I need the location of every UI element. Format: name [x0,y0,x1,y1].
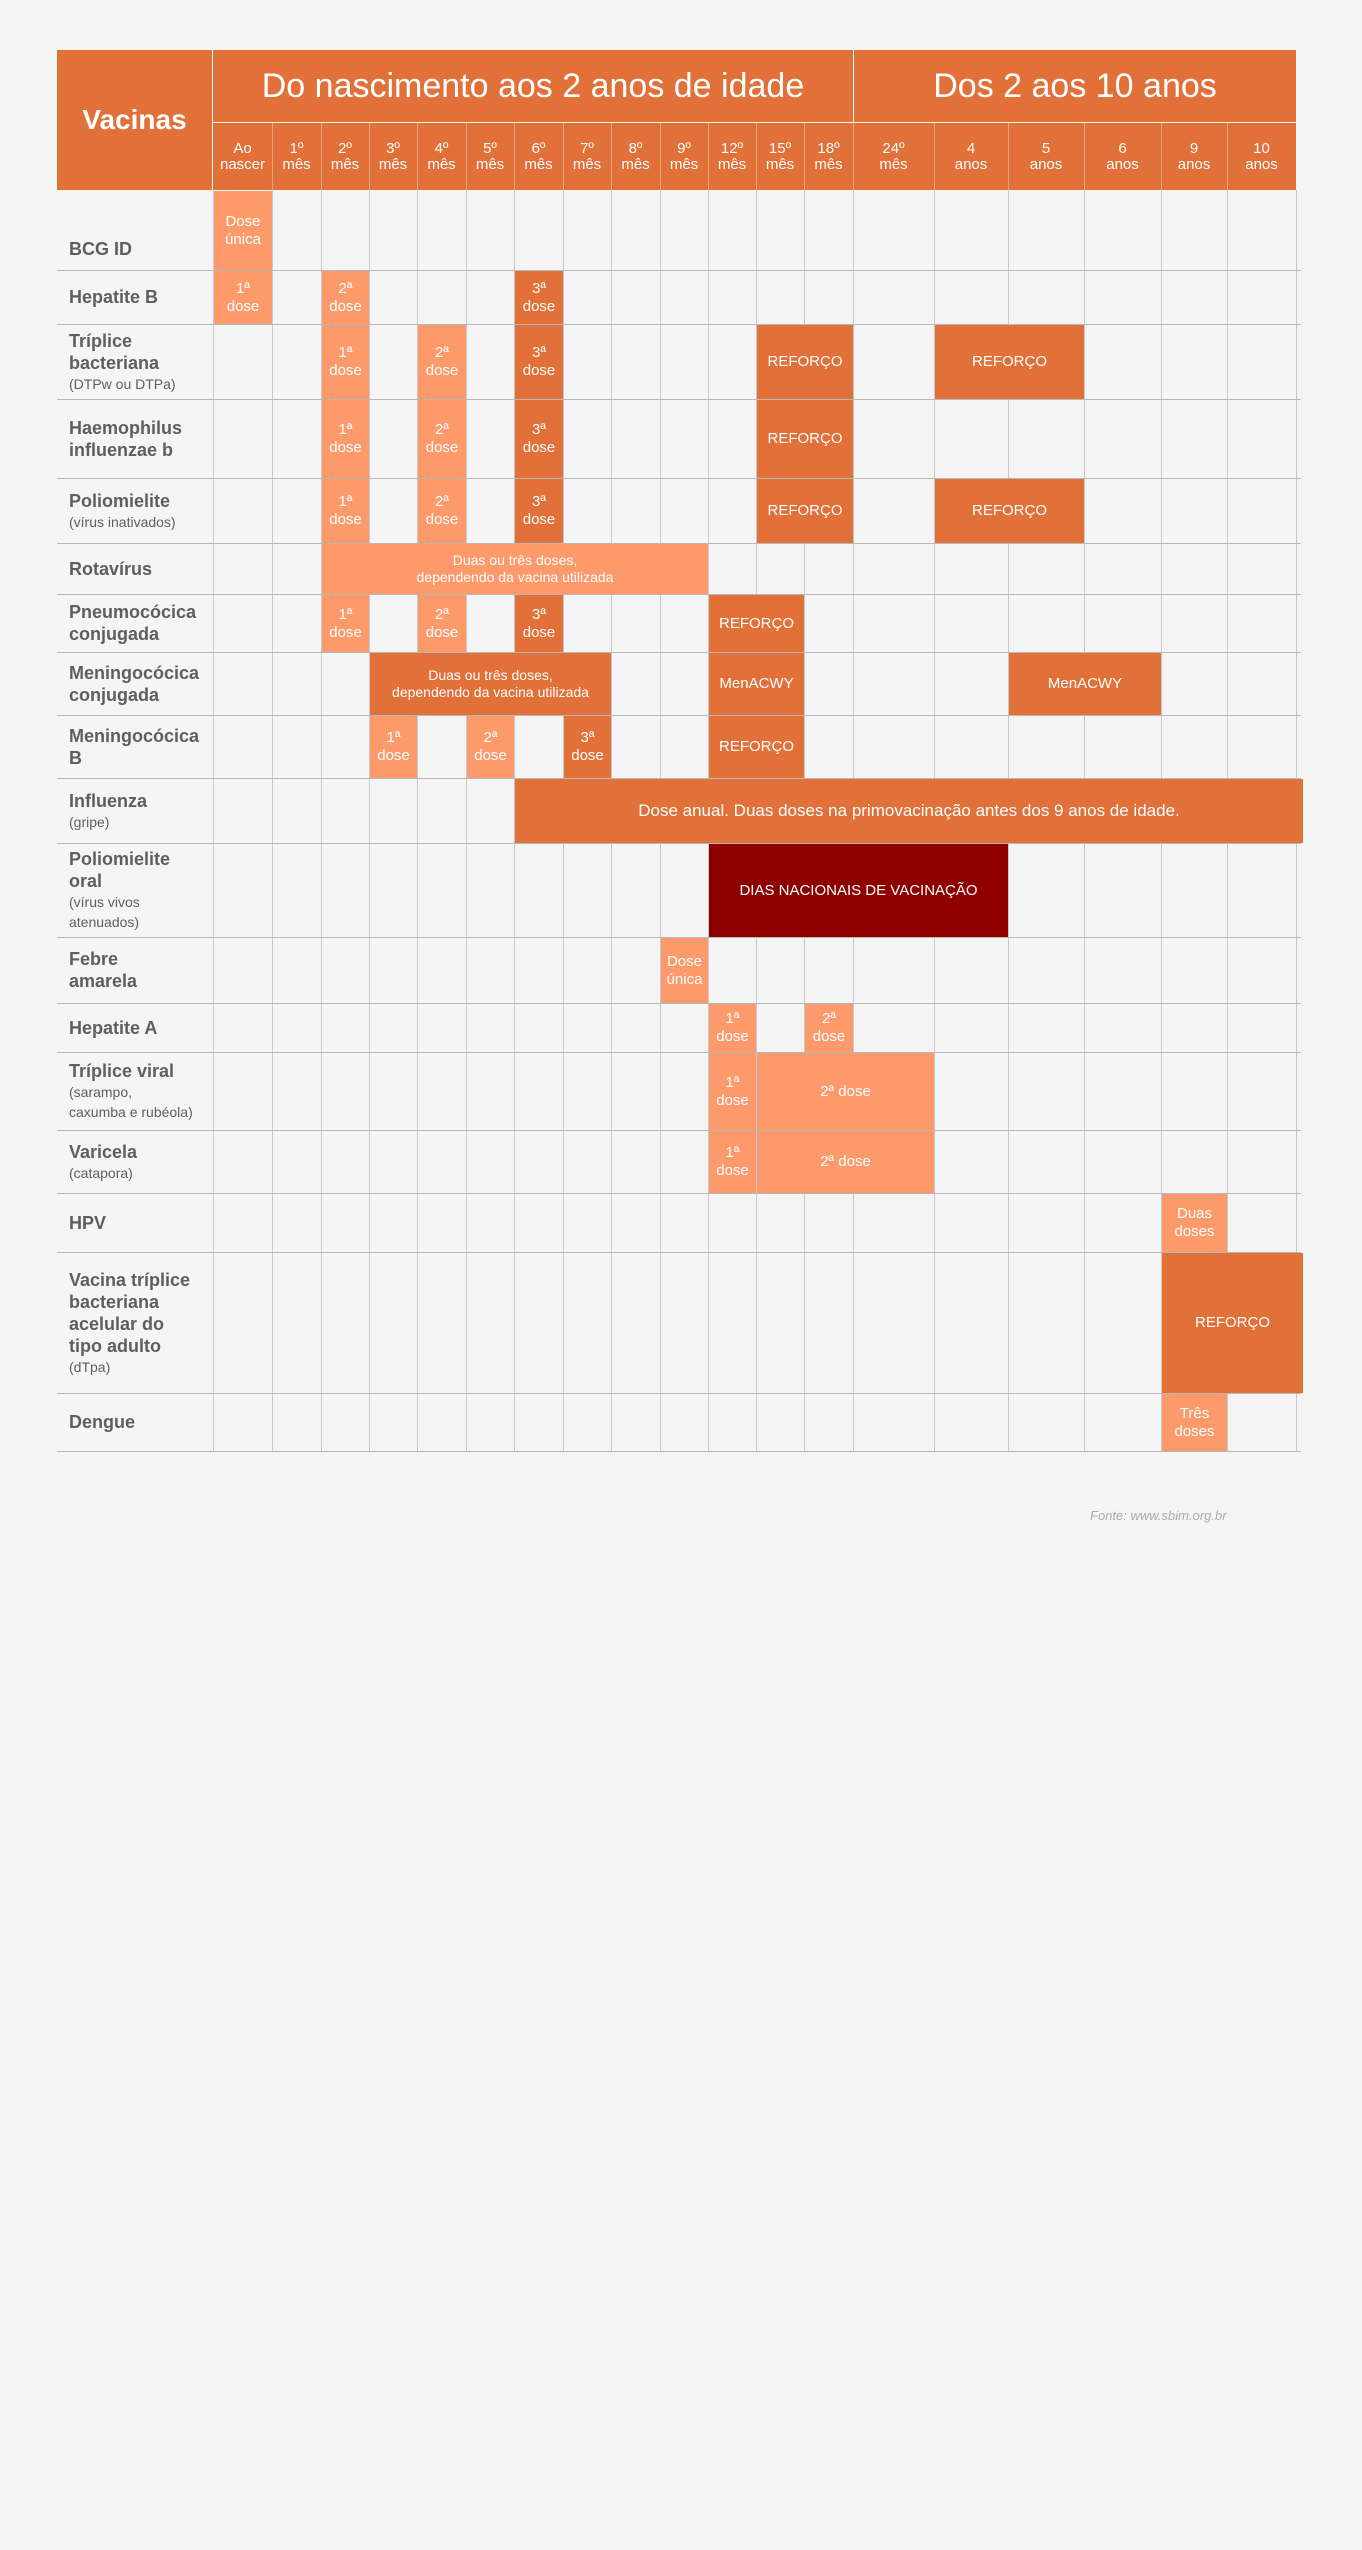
dose-cell: REFORÇO [757,479,853,543]
column-header: 8º mês [611,123,660,190]
dose-cell: 1ª dose [370,716,417,778]
vaccine-name: HPV [69,1212,107,1233]
dose-cell: 2ª dose [757,1053,934,1130]
column-header: 18º mês [804,123,853,190]
vaccine-name: Tríplice bacteriana [69,330,160,373]
vaccine-name: Rotavírus [69,558,153,579]
grid-line-horizontal [57,1451,1301,1452]
column-header: 4 anos [934,123,1008,190]
header-divider [1084,123,1085,190]
vaccine-label [69,543,219,594]
column-header: 9º mês [660,123,708,190]
dose-cell: Três doses [1162,1394,1227,1451]
vaccine-subtitle: (catapora) [69,1164,133,1181]
grid-line-horizontal [57,399,1301,400]
vaccine-name: Hepatite B [69,287,159,307]
dose-cell: Dose única [661,938,708,1003]
dose-cell: 1ª dose [709,1131,756,1193]
dose-cell: REFORÇO [709,716,804,778]
dose-cell: REFORÇO [709,595,804,652]
header-divider [853,123,854,190]
vaccine-label [69,937,219,1003]
header-divider [417,123,418,190]
dose-cell: 1ª dose [709,1053,756,1130]
grid-line-horizontal [57,1393,1301,1394]
dose-cell: REFORÇO [935,479,1084,543]
vaccine-subtitle: (dTpa) [69,1358,111,1375]
header-divider [708,123,709,190]
vaccine-subtitle: (gripe) [69,813,110,830]
vaccine-name: Tríplice viral [69,1061,175,1081]
dose-cell: 2ª dose [322,271,369,324]
column-header: 5º mês [466,123,514,190]
grid-line-horizontal [57,324,1301,325]
vaccine-label [69,190,219,270]
dose-cell: Dose anual. Duas doses na primovacinação antes dos 9 anos de idade. [515,779,1303,843]
column-header: 7º mês [563,123,611,190]
vaccine-name: Febre amarela [69,949,138,991]
dose-cell: 3ª dose [564,716,611,778]
vaccine-name: Poliomielite [69,490,171,511]
vaccines-header: Vacinas [57,50,212,190]
dose-cell: REFORÇO [1162,1253,1303,1393]
vaccine-subtitle: (vírus inativados) [69,513,176,530]
vaccine-label [69,715,219,778]
dose-cell: DIAS NACIONAIS DE VACINAÇÃO [709,844,1008,937]
dose-cell: 1ª dose [322,400,369,478]
vaccine-label [69,270,219,324]
dose-cell: 2ª dose [418,400,466,478]
dose-cell: 3ª dose [515,400,563,478]
dose-cell: 3ª dose [515,479,563,543]
column-header: 5 anos [1008,123,1084,190]
vaccine-label [69,324,219,399]
vaccine-label [69,1393,219,1451]
header-divider [466,123,467,190]
column-header: 9 anos [1161,123,1227,190]
grid-line-vertical [272,190,273,1451]
grid-line-horizontal [57,715,1301,716]
column-header: 3º mês [369,123,417,190]
header-divider [934,123,935,190]
vaccine-name: Meningocócica conjugada [69,662,200,705]
dose-cell: MenACWY [1009,653,1161,715]
group2-title: Dos 2 aos 10 anos [854,50,1296,122]
header-divider [611,123,612,190]
grid-line-horizontal [57,594,1301,595]
vaccine-name: Vacina tríplice bacteriana acelular do tipo adulto [69,1269,191,1356]
vaccine-name: Dengue [69,1412,136,1432]
vaccine-label [69,1193,219,1252]
header-divider [272,123,273,190]
header-divider [514,123,515,190]
header-divider [1008,123,1009,190]
grid-line-vertical [466,190,467,1451]
dose-cell: Duas doses [1162,1194,1227,1252]
vaccine-label [69,1003,219,1052]
dose-cell: 2ª dose [418,595,466,652]
grid-line-horizontal [57,1052,1301,1053]
vaccine-label [69,778,219,843]
column-header: 4º mês [417,123,466,190]
dose-cell: MenACWY [709,653,804,715]
dose-cell: 1ª dose [709,1004,756,1052]
dose-cell: 1ª dose [322,479,369,543]
grid-line-horizontal [57,843,1301,844]
dose-cell: REFORÇO [757,400,853,478]
header-divider [756,123,757,190]
source-note: Fonte: www.sbim.org.br [1090,1508,1227,1523]
dose-cell: 3ª dose [515,595,563,652]
vaccine-name: Haemophilus influenzae b [69,417,183,460]
dose-cell: 2ª dose [805,1004,853,1052]
grid-line-horizontal [57,1252,1301,1253]
vaccine-name: BCG ID [69,239,132,259]
vaccine-label [69,1252,219,1393]
vaccine-label [69,652,219,715]
dose-cell: REFORÇO [935,325,1084,399]
column-header: 6 anos [1084,123,1161,190]
vaccine-label [69,399,219,478]
vaccine-name: Hepatite A [69,1017,158,1038]
vaccine-name: Pneumocócica conjugada [69,602,197,644]
dose-cell: Duas ou três doses, dependendo da vacina utilizada [322,544,708,594]
header-divider [804,123,805,190]
dose-cell: 1ª dose [322,325,369,399]
dose-cell: 1ª dose [322,595,369,652]
column-header: 15º mês [756,123,804,190]
column-header: 6º mês [514,123,563,190]
vaccine-label [69,1130,219,1193]
dose-cell: 3ª dose [515,271,563,324]
grid-line-vertical [369,190,370,1451]
dose-cell: 3ª dose [515,325,563,399]
dose-cell: Duas ou três doses, dependendo da vacina utilizada [370,653,611,715]
vaccine-label [69,594,219,652]
dose-cell: 2ª dose [418,325,466,399]
vaccine-subtitle: (vírus vivos atenuados) [69,894,140,930]
column-header: Ao nascer [213,123,272,190]
vaccine-label [69,1052,219,1130]
column-header: 24º mês [853,123,934,190]
grid-line-horizontal [57,478,1301,479]
vaccine-name: Meningocócica B [69,725,200,768]
vaccine-name: Poliomielite oral [69,849,171,891]
vaccine-label [69,478,219,543]
vaccine-subtitle: (DTPw ou DTPa) [69,375,176,392]
column-header: 12º mês [708,123,756,190]
dose-cell: Dose única [214,191,272,270]
grid-line-horizontal [57,1130,1301,1131]
header-divider [321,123,322,190]
header-divider [563,123,564,190]
header-divider [369,123,370,190]
dose-cell: 2ª dose [757,1131,934,1193]
vaccine-name: Varicela [69,1141,138,1162]
grid-line-horizontal [57,1193,1301,1194]
header-divider [1161,123,1162,190]
group1-title: Do nascimento aos 2 anos de idade [213,50,853,122]
column-header: 10 anos [1227,123,1296,190]
vaccine-subtitle: (sarampo, caxumba e rubéola) [69,1084,193,1120]
grid-line-horizontal [57,1003,1301,1004]
vaccine-name: Influenza [69,790,148,811]
dose-cell: REFORÇO [757,325,853,399]
dose-cell: 2ª dose [467,716,514,778]
column-header: 1º mês [272,123,321,190]
column-header: 2º mês [321,123,369,190]
vaccine-label [69,843,219,937]
header-divider [660,123,661,190]
dose-cell: 2ª dose [418,479,466,543]
header-divider [1227,123,1228,190]
dose-cell: 1ª dose [214,271,272,324]
